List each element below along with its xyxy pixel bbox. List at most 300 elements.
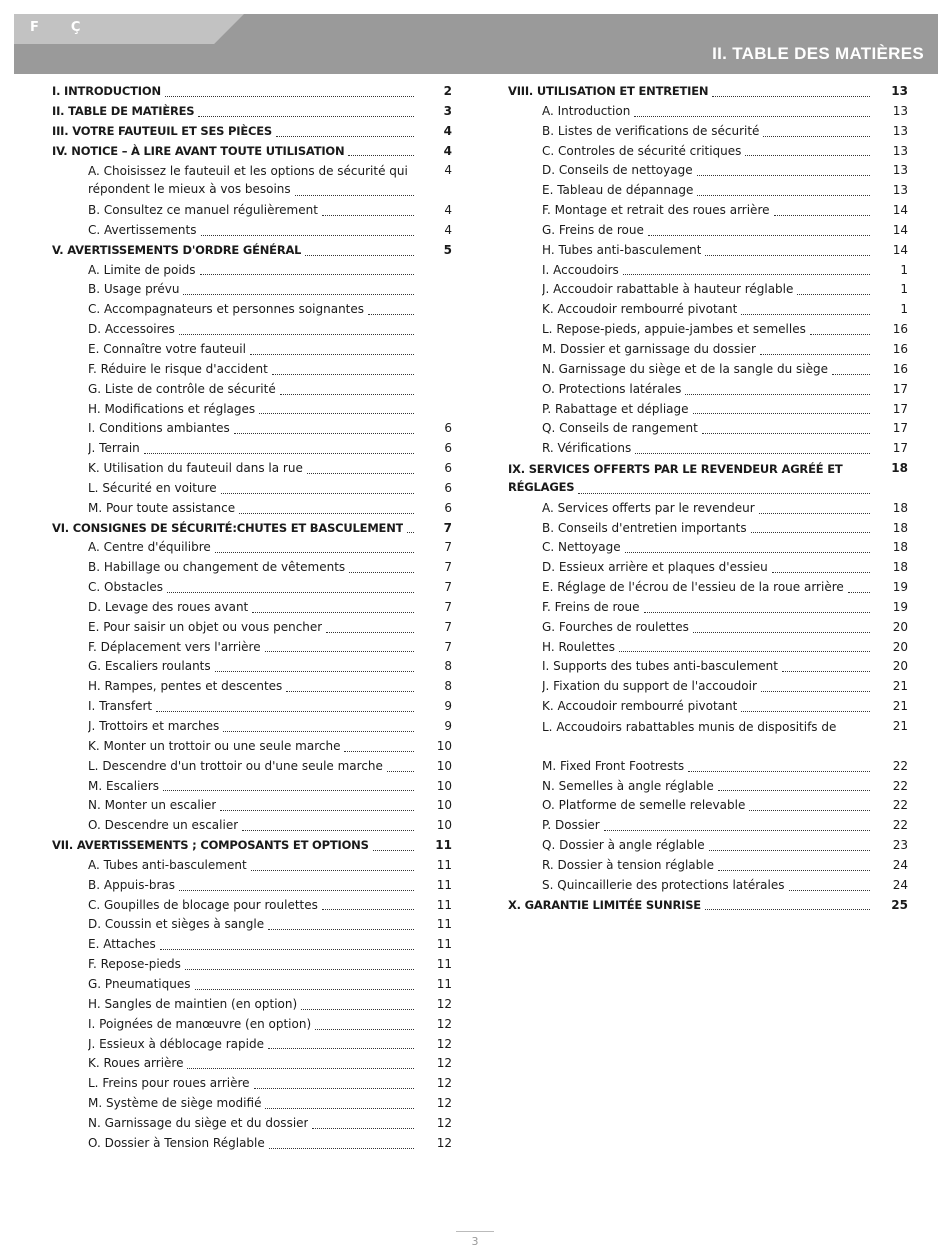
toc-page-number: 13 (892, 143, 908, 158)
toc-entry-row[interactable] (502, 439, 910, 459)
toc-entry-label: L. Accoudoirs rabattables munis de dispositifs de (542, 720, 837, 734)
toc-entry-row[interactable] (502, 499, 910, 519)
language-letter-f: F (30, 20, 39, 35)
toc-leader-dots (234, 433, 414, 434)
toc-entry-row[interactable] (52, 439, 456, 459)
toc-page-number: 17 (892, 421, 908, 436)
toc-entry-label: B. Appuis-bras (88, 877, 175, 892)
toc-page-number: 22 (892, 818, 908, 833)
toc-entry-label: S. Quincaillerie des protections latérales (542, 877, 785, 892)
toc-page-number: 12 (436, 996, 452, 1011)
toc-leader-dots (200, 274, 414, 275)
toc-entry-label: O. Descendre un escalier (88, 818, 239, 833)
toc-page-number: 22 (892, 798, 908, 813)
toc-entry-row[interactable] (52, 1134, 456, 1154)
toc-leader-dots (387, 771, 414, 772)
toc-entry-label: K. Monter un trottoir ou une seule marche (88, 738, 341, 753)
toc-entry-row[interactable] (52, 1094, 456, 1114)
toc-leader-dots (179, 890, 414, 891)
toc-section-row[interactable] (52, 836, 456, 856)
toc-entry-row[interactable] (52, 618, 456, 638)
toc-section-row[interactable] (52, 519, 456, 539)
toc-entry-row[interactable] (502, 757, 910, 777)
toc-entry-row[interactable] (502, 618, 910, 638)
toc-entry-label: E. Pour saisir un objet ou vous pencher (88, 619, 323, 634)
toc-leader-dots (344, 751, 414, 752)
toc-entry-label: B. Conseils d'entretien importants (542, 520, 747, 535)
toc-leader-dots (772, 572, 870, 573)
toc-section-label: VIII. UTILISATION ET ENTRETIEN (508, 84, 709, 98)
toc-entry-row[interactable] (52, 261, 456, 281)
toc-leader-dots (782, 671, 870, 672)
toc-leader-dots (751, 532, 870, 533)
toc-leader-dots (348, 155, 414, 156)
toc-leader-dots (201, 235, 414, 236)
toc-page-number: 17 (892, 401, 908, 416)
toc-entry-label: I. Poignées de manœuvre (en option) (88, 1016, 312, 1031)
toc-leader-dots (156, 711, 414, 712)
toc-entry-label: K. Utilisation du fauteuil dans la rue (88, 461, 303, 476)
toc-leader-dots (195, 989, 414, 990)
toc-page-number: 8 (444, 679, 452, 694)
toc-entry-row[interactable] (52, 657, 456, 677)
language-mark (30, 20, 112, 35)
toc-entry-label: A. Choisissez le fauteuil et les options de sécurité qui répondent le mieux à vos besoins (88, 164, 408, 197)
toc-entry-label: Q. Dossier à angle réglable (542, 838, 705, 853)
toc-page-number: 24 (892, 877, 908, 892)
toc-entry-row[interactable] (52, 161, 456, 201)
toc-page-number: 22 (892, 758, 908, 773)
toc-page-number: 4 (443, 143, 452, 158)
toc-entry-label: I. Supports des tubes anti-basculement (542, 659, 778, 674)
toc-leader-dots (167, 592, 414, 593)
toc-entry-label: H. Modifications et réglages (88, 401, 256, 416)
toc-entry-row[interactable] (502, 122, 910, 142)
toc-leader-dots (250, 354, 414, 355)
page-title: II. TABLE DES MATIÈRES (712, 44, 924, 63)
toc-entry-row[interactable] (52, 538, 456, 558)
toc-entry-label: D. Levage des roues avant (88, 599, 249, 614)
toc-entry-row[interactable] (52, 499, 456, 519)
toc-page-number: 20 (892, 659, 908, 674)
toc-entry-label: J. Terrain (88, 441, 140, 456)
toc-leader-dots (634, 116, 870, 117)
toc-section-label: VII. AVERTISSEMENTS ; COMPOSANTS ET OPTIONS (52, 838, 369, 853)
toc-entry-row[interactable] (52, 717, 456, 737)
toc-leader-dots (625, 552, 870, 553)
toc-page-number: 13 (892, 163, 908, 178)
toc-entry-row[interactable] (502, 320, 910, 340)
toc-entry-row[interactable] (502, 856, 910, 876)
toc-entry-row[interactable] (52, 598, 456, 618)
toc-leader-dots (797, 294, 870, 295)
toc-section-row[interactable] (52, 82, 456, 102)
toc-entry-row[interactable] (502, 300, 910, 320)
toc-entry-label: M. Dossier et garnissage du dossier (542, 341, 756, 356)
toc-entry-label: E. Réglage de l'écrou de l'essieu de la roue arrière (542, 580, 844, 595)
toc-entry-row[interactable] (502, 816, 910, 836)
toc-leader-dots (322, 909, 414, 910)
toc-leader-dots (144, 453, 414, 454)
toc-entry-label: D. Coussin et sièges à sangle (88, 917, 265, 932)
toc-page-number: 24 (892, 857, 908, 872)
toc-page-number: 4 (443, 123, 452, 138)
toc-entry-label: D. Accessoires (88, 322, 175, 337)
toc-leader-dots (187, 1068, 414, 1069)
toc-entry-label: C. Nettoyage (542, 540, 621, 555)
toc-left-column (52, 82, 456, 1154)
toc-section-row[interactable] (52, 142, 456, 162)
toc-entry-row[interactable] (52, 1114, 456, 1134)
toc-page-number: 11 (436, 857, 452, 872)
toc-entry-row[interactable] (52, 400, 456, 420)
toc-entry-label: K. Roues arrière (88, 1056, 184, 1071)
toc-leader-dots (635, 453, 870, 454)
toc-entry-row[interactable] (52, 955, 456, 975)
toc-leader-dots (759, 513, 870, 514)
toc-entry-label: F. Réduire le risque d'accident (88, 361, 268, 376)
toc-leader-dots (702, 433, 870, 434)
toc-entry-label: A. Tubes anti-basculement (88, 857, 247, 872)
toc-page-number: 12 (436, 1056, 452, 1071)
toc-page-number: 1 (900, 302, 908, 317)
toc-entry-row[interactable] (502, 598, 910, 618)
toc-entry-label: Q. Conseils de rangement (542, 421, 698, 436)
toc-entry-row[interactable] (502, 221, 910, 241)
toc-leader-dots (286, 691, 414, 692)
toc-entry-row[interactable] (52, 360, 456, 380)
toc-entry-row[interactable] (52, 419, 456, 439)
toc-entry-label: E. Connaître votre fauteuil (88, 341, 246, 356)
toc-entry-row[interactable] (52, 757, 456, 777)
toc-entry-row[interactable] (502, 161, 910, 181)
toc-leader-dots (198, 116, 414, 117)
toc-page-number: 9 (444, 699, 452, 714)
toc-leader-dots (648, 235, 870, 236)
toc-page-number: 23 (892, 838, 908, 853)
toc-entry-row[interactable] (502, 400, 910, 420)
toc-entry-label: J. Essieux à déblocage rapide (88, 1036, 264, 1051)
toc-section-row[interactable] (52, 122, 456, 142)
toc-entry-label: H. Sangles de maintien (en option) (88, 996, 298, 1011)
toc-entry-row[interactable] (502, 519, 910, 539)
toc-page-number: 7 (444, 580, 452, 595)
toc-page-number: 11 (436, 917, 452, 932)
toc-page-number: 19 (892, 580, 908, 595)
toc-page-number: 14 (892, 242, 908, 257)
toc-section-row[interactable] (502, 896, 910, 916)
toc-entry-label: A. Centre d'équilibre (88, 540, 211, 555)
toc-entry-row[interactable] (502, 538, 910, 558)
toc-leader-dots (407, 532, 414, 533)
toc-leader-dots (718, 870, 870, 871)
toc-page-number: 3 (443, 103, 452, 118)
toc-section-label: IX. SERVICES OFFERTS PAR LE REVENDEUR AGRÉÉ ET RÉGLAGES (508, 462, 843, 495)
toc-entry-row[interactable] (502, 697, 910, 717)
toc-page-number: 13 (891, 84, 908, 98)
toc-entry-label: C. Obstacles (88, 580, 163, 595)
toc-page-number: 20 (892, 639, 908, 654)
toc-entry-row[interactable] (52, 796, 456, 816)
toc-entry-label: O. Dossier à Tension Réglable (88, 1135, 265, 1150)
toc-page-number: 18 (892, 540, 908, 555)
toc-page-number: 17 (892, 441, 908, 456)
toc-page-number: 12 (436, 1115, 452, 1130)
toc-entry-label: I. Accoudoirs (542, 262, 619, 277)
toc-entry-label: C. Avertissements (88, 222, 197, 237)
toc-section-label: V. AVERTISSEMENTS D'ORDRE GÉNÉRAL (52, 242, 302, 257)
toc-leader-dots (741, 711, 870, 712)
toc-leader-dots (268, 929, 414, 930)
toc-section-row[interactable] (502, 459, 910, 499)
toc-page-number: 16 (892, 361, 908, 376)
page-header (14, 14, 938, 74)
toc-leader-dots (272, 374, 414, 375)
toc-leader-dots (183, 294, 414, 295)
toc-leader-dots (265, 651, 414, 652)
toc-leader-dots (741, 314, 870, 315)
toc-section-row[interactable] (502, 82, 910, 102)
toc-page-number: 1 (900, 282, 908, 297)
toc-leader-dots (604, 830, 870, 831)
toc-page-number: 11 (435, 838, 452, 853)
toc-entry-label: A. Limite de poids (88, 262, 196, 277)
toc-entry-row[interactable] (52, 280, 456, 300)
toc-leader-dots (254, 1088, 414, 1089)
footer-page-number: 3 (471, 1235, 479, 1248)
toc-page-number: 6 (444, 480, 452, 495)
toc-page-number: 18 (892, 560, 908, 575)
toc-entry-row[interactable] (502, 201, 910, 221)
toc-entry-row[interactable] (502, 777, 910, 797)
toc-entry-row[interactable] (502, 638, 910, 658)
toc-entry-row[interactable] (52, 777, 456, 797)
toc-page-number: 7 (444, 639, 452, 654)
toc-leader-dots (301, 1009, 414, 1010)
toc-leader-dots (763, 136, 870, 137)
toc-leader-dots (215, 552, 414, 553)
toc-entry-row[interactable] (502, 102, 910, 122)
toc-entry-label: L. Sécurité en voiture (88, 480, 217, 495)
toc-entry-label: G. Freins de roue (542, 222, 644, 237)
toc-page-number: 13 (892, 183, 908, 198)
toc-entry-row[interactable] (502, 876, 910, 896)
toc-entry-label: J. Fixation du support de l'accoudoir (542, 679, 757, 694)
toc-leader-dots (848, 592, 870, 593)
toc-leader-dots (259, 413, 414, 414)
toc-entry-row[interactable] (502, 340, 910, 360)
toc-entry-row[interactable] (502, 181, 910, 201)
toc-entry-label: E. Tableau de dépannage (542, 183, 694, 198)
toc-entry-row[interactable] (52, 380, 456, 400)
toc-entry-row[interactable] (52, 856, 456, 876)
toc-page-number: 25 (891, 897, 908, 912)
toc-entry-row[interactable] (52, 459, 456, 479)
toc-leader-dots (693, 632, 870, 633)
toc-page-number: 18 (892, 500, 908, 515)
toc-section-row[interactable] (52, 241, 456, 261)
toc-leader-dots (697, 175, 870, 176)
toc-entry-row[interactable] (502, 558, 910, 578)
toc-entry-row[interactable] (502, 578, 910, 598)
toc-leader-dots (761, 691, 870, 692)
toc-entry-label: L. Descendre d'un trottoir ou d'une seule marche (88, 758, 383, 773)
toc-page-number: 10 (436, 738, 452, 753)
toc-entry-label: G. Pneumatiques (88, 976, 191, 991)
toc-entry-label: N. Garnissage du siège et de la sangle du siège (542, 361, 828, 376)
toc-leader-dots (745, 155, 870, 156)
toc-page-number: 5 (443, 242, 452, 257)
toc-page-number: 12 (436, 1135, 452, 1150)
toc-leader-dots (223, 731, 414, 732)
toc-leader-dots (185, 969, 414, 970)
toc-leader-dots (760, 354, 870, 355)
toc-leader-dots (269, 1148, 414, 1149)
toc-page-number: 21 (892, 719, 908, 733)
toc-entry-row[interactable] (52, 320, 456, 340)
toc-page-number: 12 (436, 1096, 452, 1111)
toc-leader-dots (305, 255, 414, 256)
toc-entry-row[interactable] (52, 876, 456, 896)
toc-entry-row[interactable] (502, 419, 910, 439)
toc-section-label: IV. NOTICE – À LIRE AVANT TOUTE UTILISATION (52, 143, 345, 158)
toc-entry-label: L. Repose-pieds, appuie-jambes et semelles (542, 322, 806, 337)
toc-entry-row[interactable] (502, 142, 910, 162)
toc-page-number: 21 (892, 699, 908, 714)
toc-entry-row[interactable] (502, 717, 910, 757)
toc-page-number: 13 (892, 103, 908, 118)
toc-page-number: 22 (892, 778, 908, 793)
toc-leader-dots (315, 1029, 414, 1030)
toc-entry-row[interactable] (52, 975, 456, 995)
toc-leader-dots (268, 1048, 414, 1049)
footer-rule (456, 1231, 494, 1232)
toc-entry-row[interactable] (52, 1074, 456, 1094)
toc-entry-row[interactable] (52, 935, 456, 955)
toc-entry-label: I. Conditions ambiantes (88, 421, 230, 436)
toc-entry-row[interactable] (52, 697, 456, 717)
toc-entry-label: C. Goupilles de blocage pour roulettes (88, 897, 318, 912)
toc-page-number: 12 (436, 1076, 452, 1091)
toc-page-number: 20 (892, 619, 908, 634)
toc-entry-row[interactable] (502, 360, 910, 380)
toc-entry-row[interactable] (52, 1035, 456, 1055)
toc-leader-dots (220, 810, 414, 811)
toc-entry-label: B. Usage prévu (88, 282, 180, 297)
toc-entry-row[interactable] (502, 796, 910, 816)
toc-page-number: 11 (436, 897, 452, 912)
toc-right-column (502, 82, 910, 915)
toc-page-number: 14 (892, 222, 908, 237)
toc-leader-dots (693, 413, 870, 414)
toc-entry-label: N. Garnissage du siège et du dossier (88, 1115, 309, 1130)
toc-entry-row[interactable] (502, 241, 910, 261)
toc-entry-row[interactable] (52, 340, 456, 360)
toc-entry-row[interactable] (502, 657, 910, 677)
toc-entry-label: A. Introduction (542, 103, 631, 118)
toc-entry-label: I. Transfert (88, 699, 153, 714)
toc-entry-row[interactable] (502, 261, 910, 281)
toc-entry-label: B. Consultez ce manuel régulièrement (88, 203, 318, 218)
toc-entry-row[interactable] (52, 479, 456, 499)
toc-entry-row[interactable] (52, 638, 456, 658)
toc-page-number: 6 (444, 441, 452, 456)
toc-leader-dots (368, 314, 414, 315)
toc-entry-row[interactable] (52, 677, 456, 697)
toc-entry-label: R. Vérifications (542, 441, 632, 456)
toc-entry-row[interactable] (502, 380, 910, 400)
toc-entry-row[interactable] (502, 836, 910, 856)
toc-page-number: 12 (436, 1016, 452, 1031)
toc-page-number: 13 (892, 123, 908, 138)
toc-section-label: I. INTRODUCTION (52, 84, 161, 98)
toc-page-number: 12 (436, 1036, 452, 1051)
toc-entry-row[interactable] (52, 1054, 456, 1074)
toc-entry-row[interactable] (52, 995, 456, 1015)
toc-entry-row[interactable] (52, 915, 456, 935)
toc-entry-label: C. Accompagnateurs et personnes soignantes (88, 302, 365, 317)
toc-page-number: 17 (892, 381, 908, 396)
toc-entry-row[interactable] (502, 677, 910, 697)
toc-entry-label: G. Liste de contrôle de sécurité (88, 381, 276, 396)
toc-page-number: 10 (436, 758, 452, 773)
toc-entry-row[interactable] (52, 558, 456, 578)
toc-leader-dots (322, 215, 414, 216)
toc-entry-row[interactable] (52, 221, 456, 241)
toc-entry-label: O. Platforme de semelle relevable (542, 798, 746, 813)
toc-entry-row[interactable] (52, 816, 456, 836)
toc-section-row[interactable] (52, 102, 456, 122)
toc-leader-dots (280, 394, 414, 395)
toc-page-number: 7 (444, 619, 452, 634)
toc-entry-label: L. Freins pour roues arrière (88, 1076, 250, 1091)
toc-leader-dots (179, 334, 414, 335)
toc-entry-label: J. Accoudoir rabattable à hauteur réglable (542, 282, 794, 297)
toc-page-number: 16 (892, 341, 908, 356)
toc-entry-label: N. Monter un escalier (88, 798, 217, 813)
toc-entry-label: O. Protections latérales (542, 381, 682, 396)
toc-entry-row[interactable] (52, 578, 456, 598)
toc-page-number: 11 (436, 937, 452, 952)
toc-page-number: 7 (444, 560, 452, 575)
toc-entry-label: A. Services offerts par le revendeur (542, 500, 755, 515)
toc-page-number: 6 (444, 461, 452, 476)
toc-entry-label: H. Tubes anti-basculement (542, 242, 702, 257)
toc-page-number: 21 (892, 679, 908, 694)
toc-entry-row[interactable] (52, 737, 456, 757)
toc-leader-dots (163, 790, 414, 791)
toc-entry-row[interactable] (52, 896, 456, 916)
toc-entry-row[interactable] (52, 1015, 456, 1035)
language-letter-c: Ç (70, 20, 81, 35)
toc-leader-dots (623, 274, 870, 275)
toc-entry-row[interactable] (52, 300, 456, 320)
toc-page-number: 7 (444, 540, 452, 555)
toc-page-number: 10 (436, 778, 452, 793)
toc-page-number: 14 (892, 203, 908, 218)
toc-leader-dots (705, 909, 870, 910)
toc-leader-dots (349, 572, 414, 573)
toc-leader-dots (774, 215, 870, 216)
toc-page-number: 16 (892, 322, 908, 337)
toc-leader-dots (251, 870, 414, 871)
toc-entry-label: G. Escaliers roulants (88, 659, 211, 674)
toc-leader-dots (688, 771, 870, 772)
toc-entry-label: K. Accoudoir rembourré pivotant (542, 302, 738, 317)
toc-entry-row[interactable] (52, 201, 456, 221)
toc-entry-row[interactable] (502, 280, 910, 300)
toc-entry-label: R. Dossier à tension réglable (542, 857, 714, 872)
